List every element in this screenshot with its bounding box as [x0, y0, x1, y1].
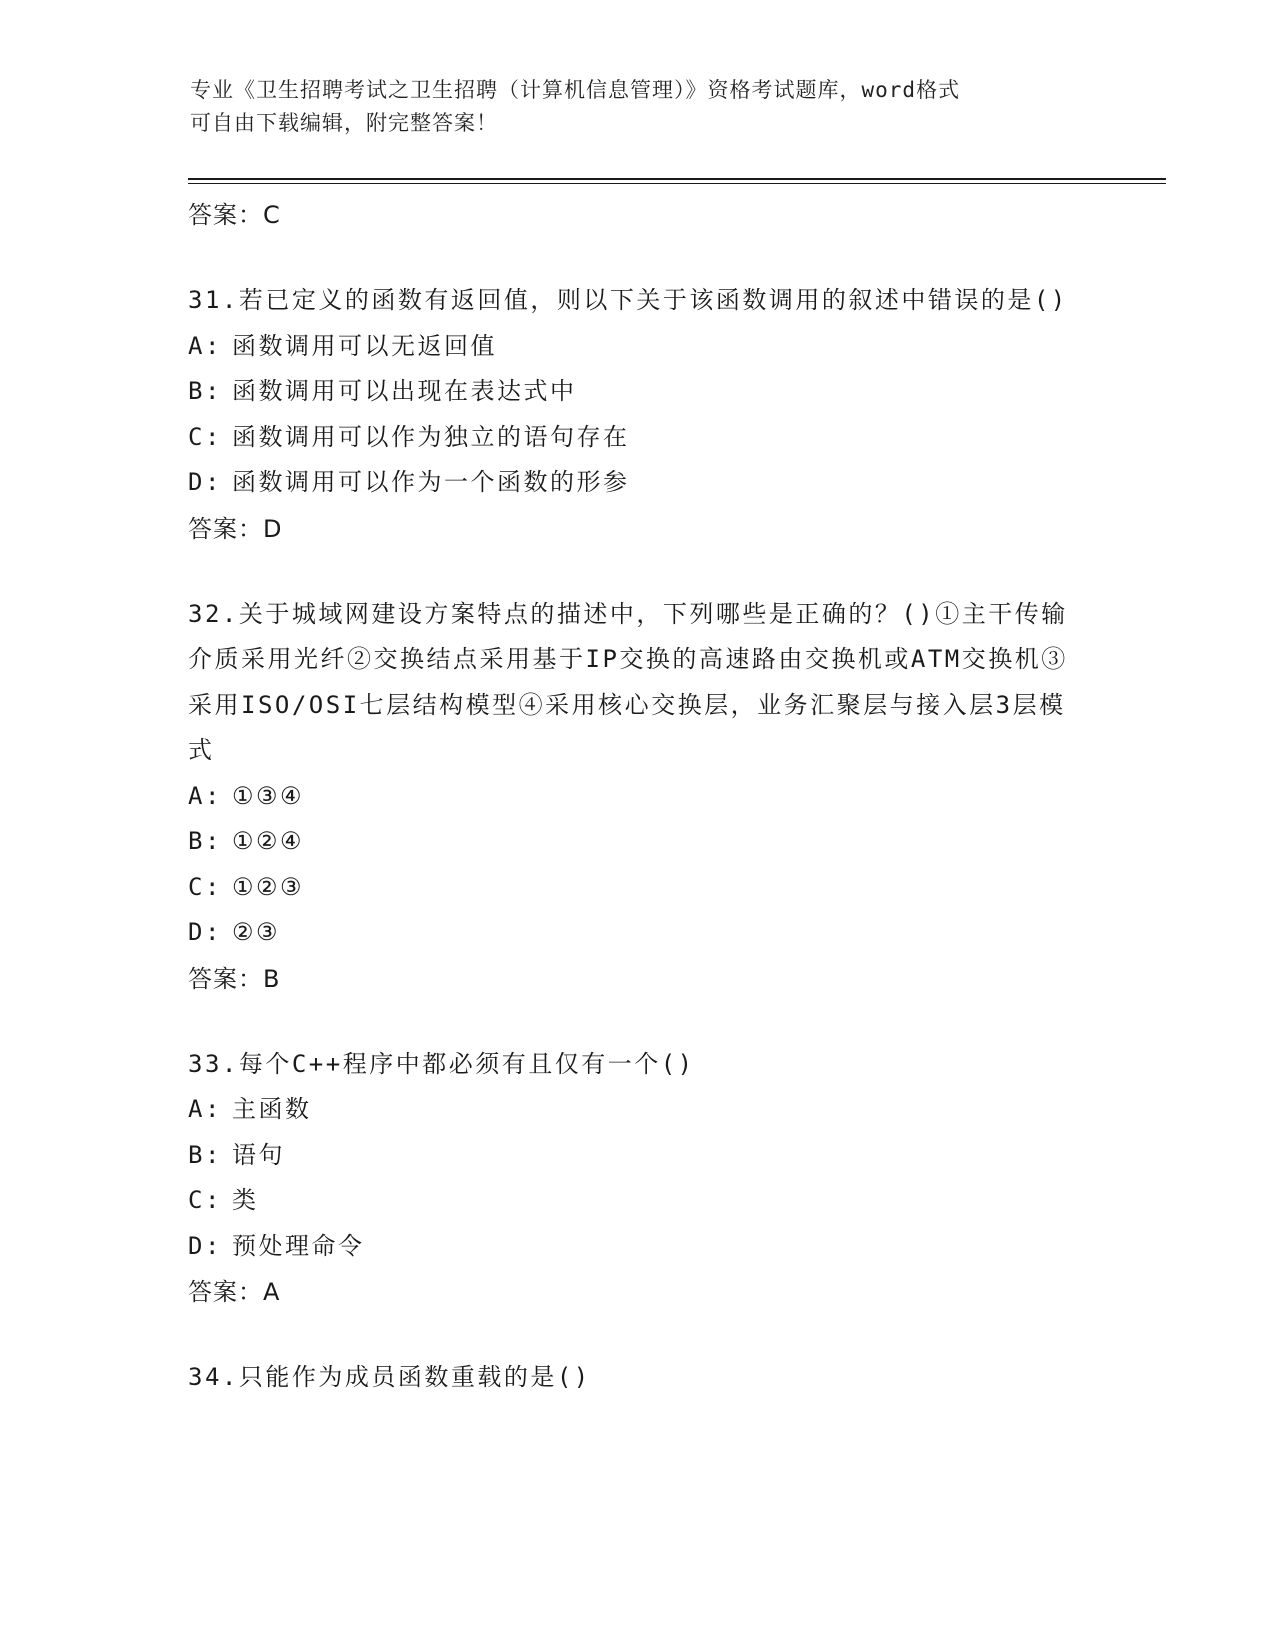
option-key: B: — [188, 827, 222, 855]
option-c — [188, 1178, 1088, 1224]
document-header — [190, 74, 1070, 140]
question-31 — [188, 278, 1088, 552]
option-c — [188, 415, 1088, 461]
question-stem: 33.每个C++程序中都必须有且仅有一个() — [188, 1049, 695, 1078]
answer-line: 答案：D — [188, 514, 283, 543]
question-34 — [188, 1355, 1088, 1401]
option-text: ①②④ — [232, 827, 305, 855]
question-32 — [188, 592, 1088, 1002]
question-stem: 34.只能作为成员函数重载的是() — [188, 1363, 591, 1391]
option-key: C: — [188, 1186, 222, 1214]
option-key: B: — [188, 1140, 222, 1169]
option-text: ①③④ — [232, 781, 305, 810]
answer-line: 答案：B — [188, 964, 281, 993]
option-key: C: — [188, 422, 222, 451]
option-text: 函数调用可以出现在表达式中 — [232, 377, 577, 405]
option-a — [188, 1087, 1088, 1133]
option-b — [188, 819, 1088, 865]
question-list — [188, 192, 1088, 1401]
header-line-2: 可自由下载编辑，附完整答案！ — [190, 111, 498, 135]
option-text: ②③ — [232, 918, 281, 946]
option-text: 类 — [232, 1186, 259, 1214]
option-text: 主函数 — [232, 1095, 312, 1123]
option-a — [188, 324, 1088, 370]
header-divider — [188, 178, 1166, 180]
header-divider-thin — [188, 183, 1166, 184]
option-a — [188, 774, 1088, 820]
option-key: C: — [188, 872, 222, 901]
question-33 — [188, 1042, 1088, 1316]
option-d — [188, 460, 1088, 506]
option-text: 函数调用可以作为独立的语句存在 — [232, 422, 630, 451]
answer-line: 答案：C — [188, 201, 281, 229]
option-b — [188, 369, 1088, 415]
option-key: D: — [188, 918, 222, 946]
option-text: 预处理命令 — [232, 1231, 365, 1260]
option-text: 语句 — [232, 1140, 285, 1169]
option-key: D: — [188, 468, 222, 496]
option-key: D: — [188, 1231, 222, 1260]
option-text: 函数调用可以作为一个函数的形参 — [232, 468, 630, 496]
option-d — [188, 1224, 1088, 1270]
option-key: A: — [188, 331, 222, 360]
option-d — [188, 910, 1088, 956]
option-text: 函数调用可以无返回值 — [232, 331, 497, 360]
option-key: A: — [188, 781, 222, 810]
option-b — [188, 1133, 1088, 1179]
question-stem: 32.关于城域网建设方案特点的描述中，下列哪些是正确的？()①主干传输介质采用光纤②交换结点采用基于IP交换的高速路由交换机或ATM交换机③采用ISO/OSI七层结构模型④采用核心交换层，业务汇聚层与接入层3层模式 — [188, 599, 1068, 764]
question-stem: 31.若已定义的函数有返回值，则以下关于该函数调用的叙述中错误的是() — [188, 286, 1068, 314]
option-key: B: — [188, 377, 222, 405]
option-text: ①②③ — [232, 872, 305, 901]
option-c — [188, 865, 1088, 911]
header-line-1: 专业《卫生招聘考试之卫生招聘（计算机信息管理）》资格考试题库，word格式 — [190, 78, 961, 102]
option-key: A: — [188, 1095, 222, 1123]
answer-line: 答案：A — [188, 1278, 281, 1306]
